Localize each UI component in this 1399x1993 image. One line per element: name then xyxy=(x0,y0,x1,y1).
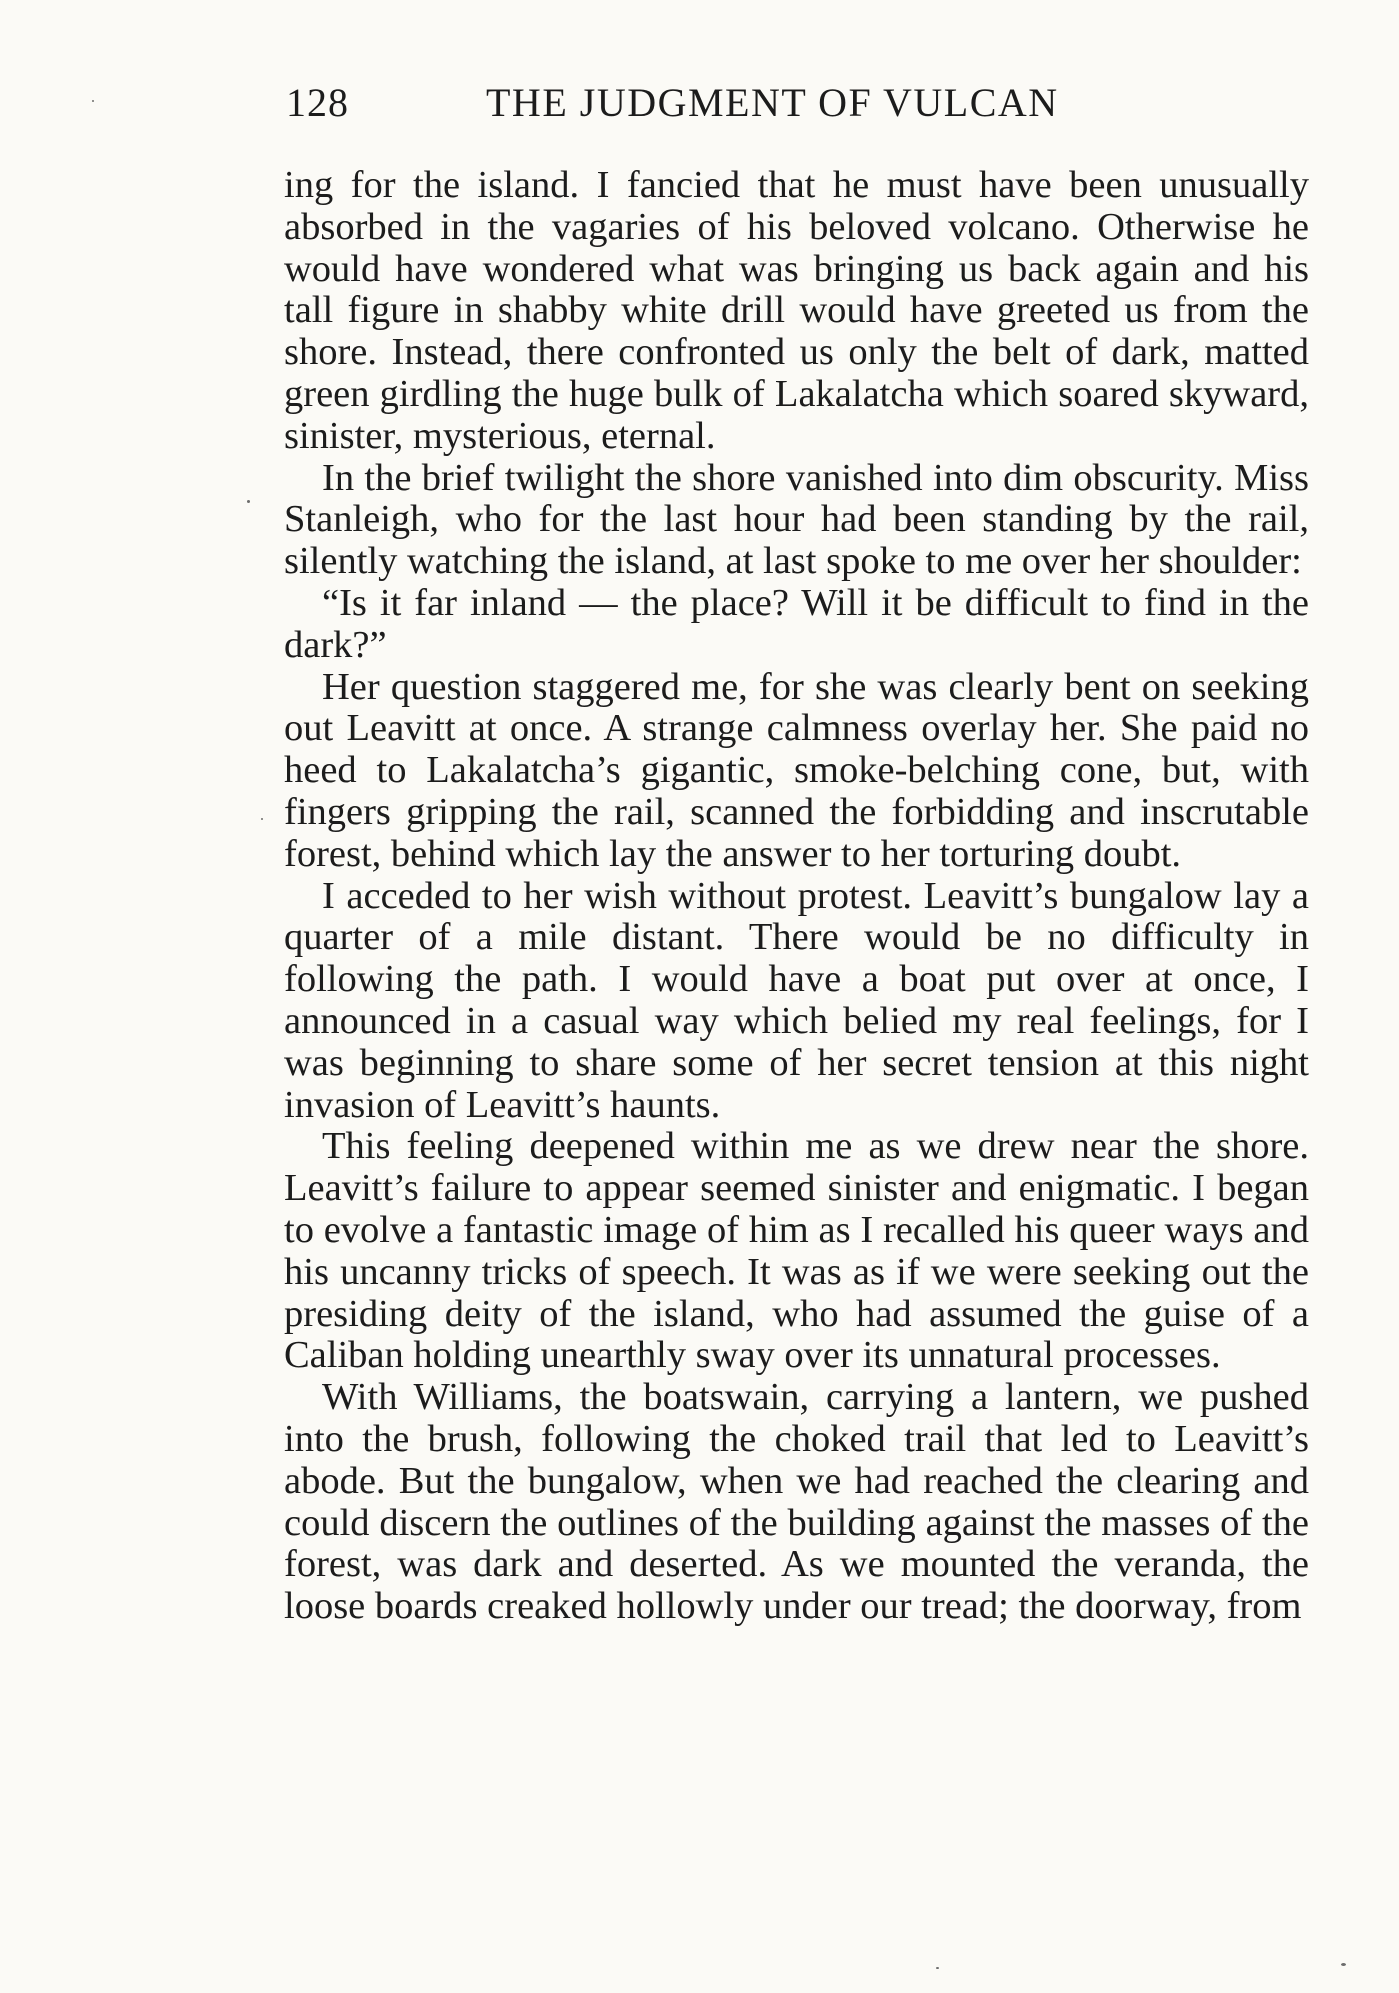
page-number: 128 xyxy=(286,80,349,125)
paragraph: In the brief twilight the shore vanished into dim obscurity. Miss Stanleigh, who for the last hour had been standing by the rail, silently watching the island, at last spoke to me over her shoulder: xyxy=(284,456,1309,583)
paper-speck xyxy=(1341,1963,1346,1966)
paper-speck xyxy=(247,500,250,503)
paragraph: “Is it far inland — the place? Will it be difficult to find in the dark?” xyxy=(284,581,1309,666)
paragraph: This feeling deepened within me as we drew near the shore. Leavitt’s failure to appear seemed sinister and enigmatic. I began to evolve a fantastic image of him as I recalled his queer ways and his uncanny tricks of speech. It was as if we were seeking out the presiding deity of the island, who had assumed the guise of a Caliban holding unearthly sway over its unnatural processes. xyxy=(284,1125,1309,1377)
paragraph: ing for the island. I fancied that he must have been unusually absorbed in the vagaries of his beloved volcano. Otherwise he would have wondered what was bringing us back again and his tall figure in shabby white drill would have greeted us from the shore. Instead, there confronted us only the belt of dark, matted green girdling the huge bulk of Lakalatcha which soared skyward, sinister, mysterious, eternal. xyxy=(284,164,1309,457)
page-header xyxy=(286,78,1136,128)
paragraph: I acceded to her wish without protest. Leavitt’s bungalow lay a quarter of a mile distant. There would be no difficulty in following the path. I would have a boat put over at once, I announced in a casual way which belied my real feelings, for I was beginning to share some of her secret tension at this night invasion of Leavitt’s haunts. xyxy=(284,874,1309,1126)
paragraph: Her question staggered me, for she was clearly bent on seeking out Leavitt at once. A strange calmness overlay her. She paid no heed to Lakalatcha’s gigantic, smoke-belching cone, but, with fingers gripping the rail, scanned the forbidding and inscrutable forest, behind which lay the answer to her torturing doubt. xyxy=(284,665,1309,875)
paragraph: With Williams, the boatswain, carrying a lantern, we pushed into the brush, following the choked trail that led to Leavitt’s abode. But the bungalow, when we had reached the clearing and could discern the outlines of the building against the masses of the forest, was dark and deserted. As we mounted the veranda, the loose boards creaked hollowly under our tread; the doorway, from xyxy=(284,1376,1309,1628)
body-text xyxy=(284,165,1309,1628)
running-title: THE JUDGMENT OF VULCAN xyxy=(486,80,1059,125)
paper-speck xyxy=(261,818,263,820)
paper-speck xyxy=(936,1967,939,1969)
paper-speck xyxy=(92,100,94,102)
